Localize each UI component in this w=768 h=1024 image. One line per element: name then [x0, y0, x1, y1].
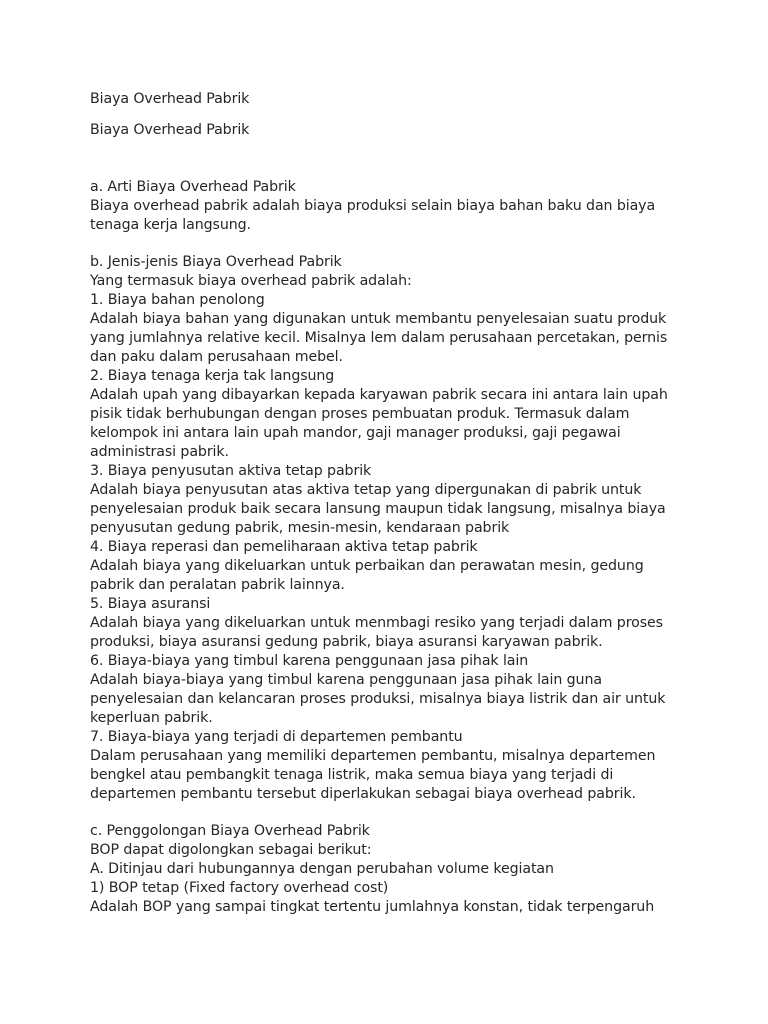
section-b-heading: b. Jenis-jenis Biaya Overhead Pabrik [90, 254, 342, 270]
paragraph-gap [90, 804, 690, 822]
list-item-heading: 6. Biaya-biaya yang timbul karena penggunaan jasa pihak lain [90, 653, 529, 669]
list-item-heading: 1) BOP tetap (Fixed factory overhead cost) [90, 880, 389, 896]
paragraph-line: pisik tidak berhubungan dengan proses pembuatan produk. Termasuk dalam [90, 406, 630, 422]
paragraph-line: pabrik dan peralatan pabrik lainnya. [90, 577, 345, 593]
document-body [90, 90, 690, 917]
paragraph-line: bengkel atau pembangkit tenaga listrik, maka semua biaya yang terjadi di [90, 767, 614, 783]
list-item-heading: 2. Biaya tenaga kerja tak langsung [90, 368, 335, 384]
paragraph-line: Adalah biaya bahan yang digunakan untuk membantu penyelesaian suatu produk [90, 311, 667, 327]
paragraph-line: Adalah biaya-biaya yang timbul karena penggunaan jasa pihak lain guna [90, 672, 602, 688]
list-item-heading: 1. Biaya bahan penolong [90, 292, 265, 308]
document-title: Biaya Overhead Pabrik [90, 91, 250, 107]
section-a [90, 178, 690, 235]
paragraph-line: Biaya overhead pabrik adalah biaya produksi selain biaya bahan baku dan biaya [90, 198, 656, 214]
paragraph-line: BOP dapat digolongkan sebagai berikut: [90, 842, 372, 858]
paragraph-line: Adalah biaya penyusutan atas aktiva tetap yang dipergunakan di pabrik untuk [90, 482, 642, 498]
paragraph-line: penyusutan gedung pabrik, mesin-mesin, kendaraan pabrik [90, 520, 510, 536]
paragraph-line: yang jumlahnya relative kecil. Misalnya lem dalam perusahaan percetakan, pernis [90, 330, 668, 346]
section-c [90, 822, 690, 917]
paragraph-line: A. Ditinjau dari hubungannya dengan perubahan volume kegiatan [90, 861, 554, 877]
paragraph-line: penyelesaian produk baik secara lansung maupun tidak langsung, misalnya biaya [90, 501, 666, 517]
section-c-heading: c. Penggolongan Biaya Overhead Pabrik [90, 823, 370, 839]
paragraph-line: Adalah upah yang dibayarkan kepada karyawan pabrik secara ini antara lain upah [90, 387, 668, 403]
paragraph-line: Adalah biaya yang dikeluarkan untuk perbaikan dan perawatan mesin, gedung [90, 558, 644, 574]
list-item-heading: 5. Biaya asuransi [90, 596, 211, 612]
paragraph-line: departemen pembantu tersebut diperlakukan sebagai biaya overhead pabrik. [90, 786, 636, 802]
paragraph-line: penyelesaian dan kelancaran proses produksi, misalnya biaya listrik dan air untuk [90, 691, 666, 707]
paragraph-line: Adalah BOP yang sampai tingkat tertentu jumlahnya konstan, tidak terpengaruh [90, 899, 655, 915]
paragraph-line: produksi, biaya asuransi gedung pabrik, biaya asuransi karyawan pabrik. [90, 634, 603, 650]
paragraph-line: keperluan pabrik. [90, 710, 213, 726]
document-subtitle: Biaya Overhead Pabrik [90, 122, 250, 138]
paragraph-line: Dalam perusahaan yang memiliki departemen pembantu, misalnya departemen [90, 748, 656, 764]
list-item-heading: 4. Biaya reperasi dan pemeliharaan aktiva tetap pabrik [90, 539, 478, 555]
paragraph-line: Adalah biaya yang dikeluarkan untuk menmbagi resiko yang terjadi dalam proses [90, 615, 663, 631]
paragraph-gap [90, 235, 690, 253]
section-a-heading: a. Arti Biaya Overhead Pabrik [90, 179, 296, 195]
paragraph-line: Yang termasuk biaya overhead pabrik adalah: [90, 273, 412, 289]
section-b [90, 253, 690, 804]
paragraph-line: dan paku dalam perusahaan mebel. [90, 349, 343, 365]
paragraph-line: tenaga kerja langsung. [90, 217, 251, 233]
paragraph-line: administrasi pabrik. [90, 444, 229, 460]
paragraph-line: kelompok ini antara lain upah mandor, gaji manager produksi, gaji pegawai [90, 425, 621, 441]
list-item-heading: 7. Biaya-biaya yang terjadi di departemen pembantu [90, 729, 463, 745]
list-item-heading: 3. Biaya penyusutan aktiva tetap pabrik [90, 463, 372, 479]
